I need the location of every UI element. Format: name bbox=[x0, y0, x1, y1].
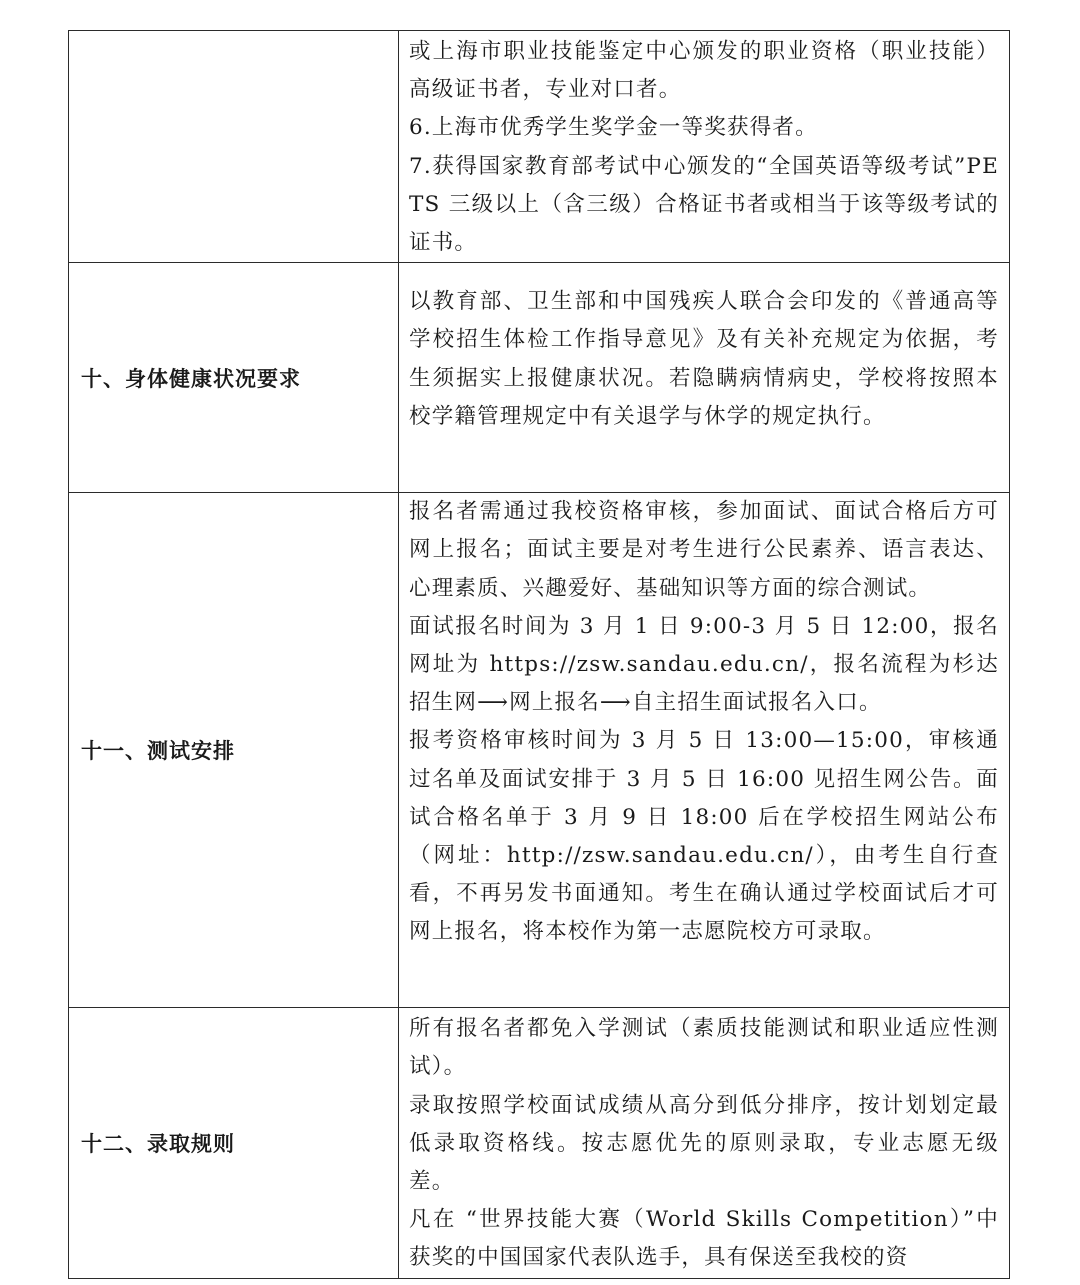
paragraph: 所有报名者都免入学测试（素质技能测试和职业适应性测试）。 bbox=[409, 1016, 999, 1080]
table-row-qualifications-continued bbox=[69, 31, 1010, 263]
paragraph: 6.上海市优秀学生奖学金一等奖获得者。 bbox=[409, 115, 818, 141]
row-content bbox=[399, 263, 1010, 493]
table-row-health-requirements bbox=[69, 263, 1010, 493]
paragraph: 录取按照学校面试成绩从高分到低分排序，按计划划定最低录取资格线。按志愿优先的原则录取，专业志愿无级差。 bbox=[409, 1092, 999, 1195]
row-content bbox=[399, 31, 1010, 263]
paragraph: 以教育部、卫生部和中国残疾人联合会印发的《普通高等学校招生体检工作指导意见》及有关补充规定为依据，考生须据实上报健康状况。若隐瞒病情病史，学校将按照本校学籍管理规定中有关退学与休学的规定执行。 bbox=[409, 289, 999, 429]
row-label-test: 十一、测试安排 bbox=[69, 493, 399, 1008]
row-label bbox=[69, 31, 399, 263]
row-label-admission: 十二、录取规则 bbox=[69, 1008, 399, 1278]
paragraph: 面试报名时间为 3 月 1 日 9:00-3 月 5 日 12:00，报名网址为 https://zsw.sandau.edu.cn/，报名流程为杉达招生网⟶网上报名⟶自主招生面试报名入口。 bbox=[409, 613, 999, 716]
paragraph: 报名者需通过我校资格审核，参加面试、面试合格后方可网上报名；面试主要是对考生进行公民素养、语言表达、心理素质、兴趣爱好、基础知识等方面的综合测试。 bbox=[409, 499, 999, 601]
row-content bbox=[399, 493, 1010, 1008]
paragraph: 报考资格审核时间为 3 月 5 日 13:00—15:00，审核通过名单及面试安排于 3 月 5 日 16:00 见招生网公告。面试合格名单于 3 月 9 日 18:00 后在学校招生网站公布（网址：http://zsw.sandau.edu.cn/），由考生自行查看，不再另发书面通知。考生在确认通过学校面试后才可网上报名，将本校作为第一志愿院校方可录取。 bbox=[409, 728, 999, 945]
row-content bbox=[399, 1008, 1010, 1278]
paragraph: 凡在 “世界技能大赛（World Skills Competition）”中获奖的中国国家代表队选手，具有保送至我校的资 bbox=[409, 1207, 999, 1271]
row-label-health: 十、身体健康状况要求 bbox=[69, 263, 399, 493]
table-row-admission-rules bbox=[69, 1008, 1010, 1278]
paragraph: 或上海市职业技能鉴定中心颁发的职业资格（职业技能）高级证书者，专业对口者。 bbox=[409, 39, 999, 103]
table-row-test-arrangement bbox=[69, 493, 1010, 1008]
admissions-rules-table bbox=[68, 30, 1010, 1279]
paragraph: 7.获得国家教育部考试中心颁发的“全国英语等级考试”PETS 三级以上（含三级）合格证书者或相当于该等级考试的证书。 bbox=[409, 153, 999, 256]
